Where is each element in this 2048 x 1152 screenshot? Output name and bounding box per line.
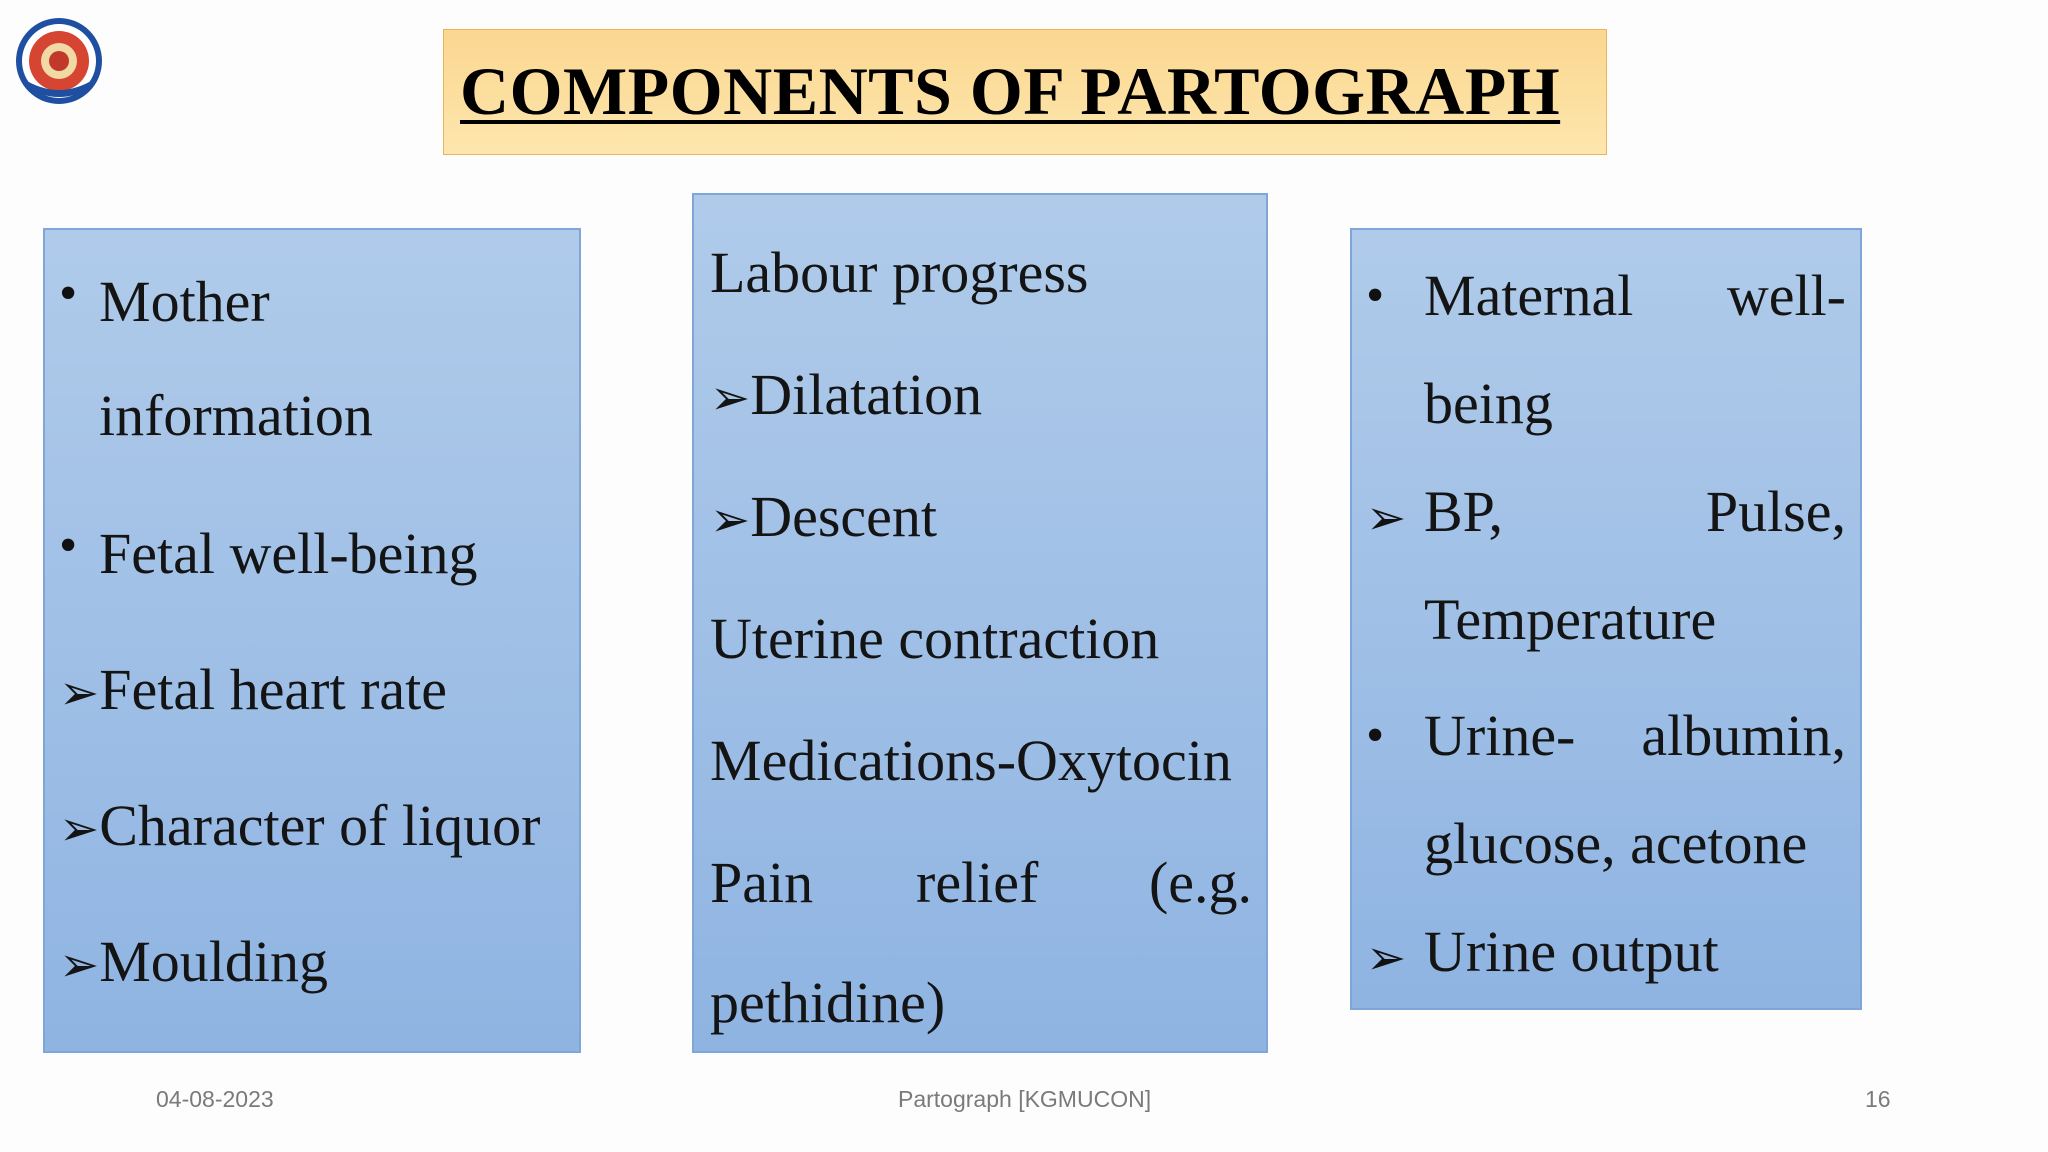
arrow-bullet-icon: ➢ (59, 801, 100, 857)
sub-list-item-continued: Temperature (1424, 587, 1717, 652)
arrow-bullet-icon: ➢ (1366, 930, 1407, 986)
section-heading: Labour progress (710, 240, 1089, 305)
arrow-bullet-icon: ➢ (1366, 490, 1407, 546)
list-item-word: relief (916, 850, 1039, 915)
arrow-bullet-icon: ➢ (59, 665, 100, 721)
sub-list-item: ➢Descent (710, 485, 937, 552)
list-item-word: Pain (710, 850, 814, 915)
list-item-word: (e.g. (1148, 850, 1252, 915)
sub-list-item-word: BP, (1424, 479, 1504, 544)
list-item-continued: glucose, acetone (1424, 811, 1808, 876)
university-seal-logo (14, 16, 104, 106)
mother-fetal-panel (43, 228, 581, 1053)
slide-title: COMPONENTS OF PARTOGRAPH (460, 53, 1561, 129)
arrow-bullet-icon: ➢ (59, 937, 100, 993)
list-item: Mother (99, 269, 270, 334)
list-item-continued: pethidine) (710, 970, 946, 1035)
list-item-word: Maternal (1424, 263, 1634, 328)
sub-list-item: ➢Moulding (59, 930, 328, 997)
labour-progress-panel (692, 193, 1268, 1053)
sub-list-item: ➢Character of liquor (59, 794, 540, 861)
sub-list-item: ➢Dilatation (710, 363, 982, 430)
arrow-bullet-icon: ➢ (710, 492, 751, 548)
bullet-icon: • (1366, 267, 1385, 324)
list-item-continued: information (99, 383, 373, 448)
sub-list-item-word: Pulse, (1705, 479, 1846, 544)
sub-list-item: Urine output (1424, 919, 1719, 984)
slide-number: 16 (1865, 1086, 1891, 1112)
arrow-bullet-icon: ➢ (710, 370, 751, 426)
list-item-word: albumin, (1641, 703, 1846, 768)
sub-list-item: ➢Fetal heart rate (59, 658, 447, 725)
bullet-icon: • (59, 517, 78, 574)
footer-date: 04-08-2023 (156, 1086, 274, 1112)
title-box (443, 29, 1607, 155)
list-item: Medications-Oxytocin (710, 728, 1232, 793)
footer-title: Partograph [KGMUCON] (898, 1086, 1152, 1112)
list-item: Fetal well-being (99, 521, 478, 586)
list-item: Uterine contraction (710, 606, 1160, 671)
list-item-word: Urine- (1424, 703, 1576, 768)
maternal-wellbeing-panel (1350, 228, 1862, 1010)
list-item-continued: being (1424, 371, 1553, 436)
list-item-word: well- (1726, 263, 1846, 328)
bullet-icon: • (1366, 707, 1385, 764)
bullet-icon: • (59, 265, 78, 322)
